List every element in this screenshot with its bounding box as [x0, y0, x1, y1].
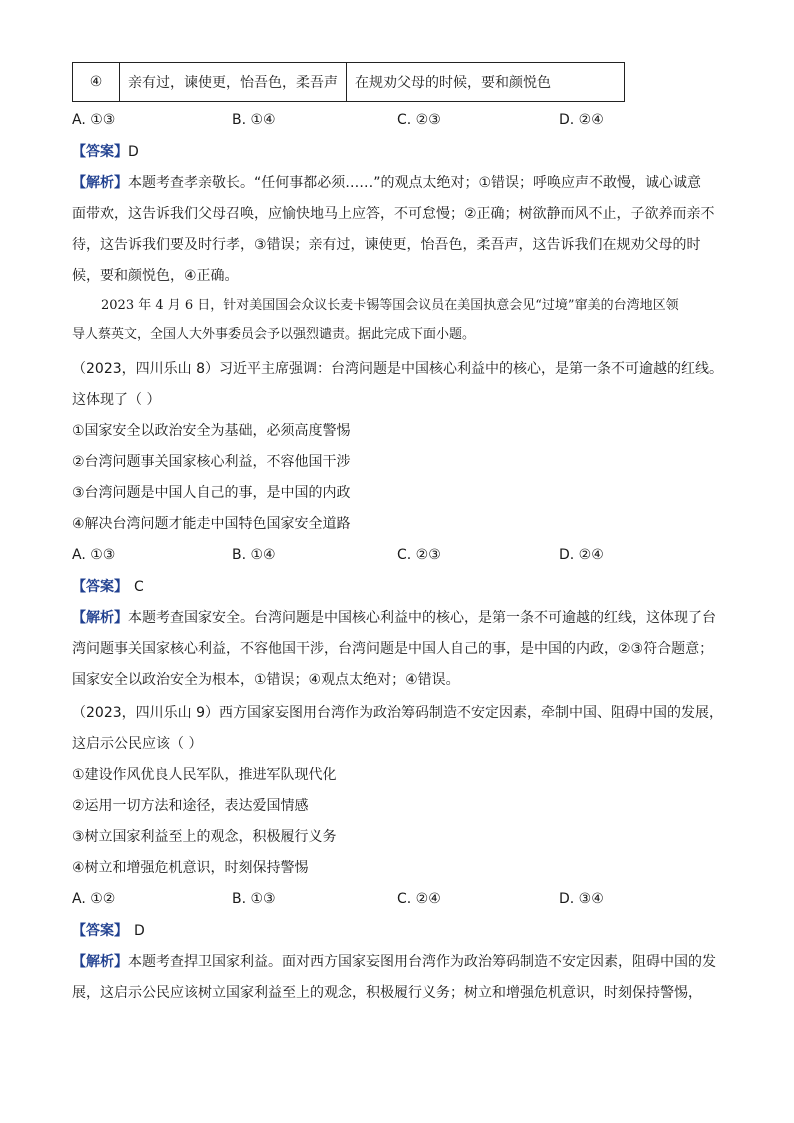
q3-options [72, 889, 632, 909]
analysis-label: 【解析】 [72, 610, 128, 626]
option-a: A. ①③ [72, 112, 116, 128]
q3-stem-line-2: 这启示公民应该（ ） [72, 736, 203, 752]
option-b: B. ①④ [232, 112, 276, 128]
q2-stem-line-2: 这体现了（ ） [72, 392, 161, 408]
answer-value: D [134, 923, 145, 939]
q2-analysis-line-3: 国家安全以政治安全为根本，①错误；④观点太绝对；④错误。 [72, 672, 460, 688]
q2-item-3: ③台湾问题是中国人自己的事，是中国的内政 [72, 485, 351, 501]
option-c: C. ②③ [397, 547, 441, 563]
q1-analysis-line-2: 面带欢，这告诉我们父母召唤，应愉快地马上应答，不可怠慢；②正确；树欲静而风不止，子欲养而亲不 [72, 206, 715, 222]
option-b: B. ①④ [232, 547, 276, 563]
table-cell-quote: 亲有过，谏使更，怡吾色，柔吾声 [120, 63, 347, 102]
q3-item-1: ①建设作风优良人民军队，推进军队现代化 [72, 767, 337, 783]
q3-item-3: ③树立国家利益至上的观念，积极履行义务 [72, 829, 337, 845]
option-c: C. ②③ [397, 112, 441, 128]
option-b: B. ①③ [232, 891, 276, 907]
answer-label: 【答案】 [72, 923, 128, 939]
table-cell-number: ④ [73, 63, 120, 102]
option-a: A. ①③ [72, 547, 116, 563]
q3-analysis-line-2: 展，这启示公民应该树立国家利益至上的观念，积极履行义务；树立和增强危机意识，时刻保持警惕， [72, 985, 702, 1001]
table-row [73, 63, 625, 102]
option-d: D. ②④ [559, 112, 604, 128]
q2-item-1: ①国家安全以政治安全为基础，必须高度警惕 [72, 423, 351, 439]
context-line-2: 导人蔡英文，全国人大外事委员会予以强烈谴责。据此完成下面小题。 [72, 327, 476, 342]
q2-options [72, 545, 632, 565]
answer-label: 【答案】 [72, 579, 128, 595]
q1-options [72, 110, 632, 130]
q1-analysis-line-1: 【解析】本题考查孝亲敬长。“任何事都必须……”的观点太绝对；①错误；呼唤应声不敢慢，诚心诚意 [72, 175, 702, 191]
answer-value: D [128, 144, 139, 160]
option-a: A. ①② [72, 891, 116, 907]
q2-answer [72, 577, 144, 597]
q3-item-2: ②运用一切方法和途径，表达爱国情感 [72, 798, 309, 814]
analysis-label: 【解析】 [72, 954, 128, 970]
answer-label: 【答案】 [72, 144, 128, 160]
q2-analysis-line-1: 【解析】本题考查国家安全。台湾问题是中国核心利益中的核心，是第一条不可逾越的红线，这体现了台 [72, 610, 716, 626]
q2-analysis-line-2: 湾问题事关国家核心利益，不容他国干涉，台湾问题是中国人自己的事，是中国的内政，②③符合题意； [72, 641, 714, 657]
q3-stem-line-1: （2023，四川乐山 9）西方国家妄图用台湾作为政治筹码制造不安定因素，牵制中国、阻碍中国的发展， [72, 705, 723, 721]
table-cell-meaning: 在规劝父母的时候，要和颜悦色 [347, 63, 625, 102]
option-c: C. ②④ [397, 891, 441, 907]
q3-answer [72, 921, 145, 941]
context-line-1: 2023 年 4 月 6 日，针对美国国会众议长麦卡锡等国会议员在美国执意会见“过境”窜美的台湾地区领 [101, 298, 679, 313]
answer-value: C [134, 579, 144, 595]
option-d: D. ②④ [559, 547, 604, 563]
q2-stem-line-1: （2023，四川乐山 8）习近平主席强调：台湾问题是中国核心利益中的核心，是第一条不可逾越的红线。 [72, 361, 723, 377]
option-d: D. ③④ [559, 891, 604, 907]
q2-item-4: ④解决台湾问题才能走中国特色国家安全道路 [72, 516, 351, 532]
q3-analysis-line-1: 【解析】本题考查捍卫国家利益。面对西方国家妄图用台湾作为政治筹码制造不安定因素，阻碍中国的发 [72, 954, 716, 970]
q2-item-2: ②台湾问题事关国家核心利益，不容他国干涉 [72, 454, 351, 470]
q3-item-4: ④树立和增强危机意识，时刻保持警惕 [72, 860, 309, 876]
q1-answer [72, 142, 139, 162]
option-table [72, 62, 625, 102]
q1-analysis-line-3: 待，这告诉我们要及时行孝，③错误；亲有过，谏使更，怡吾色，柔吾声，这告诉我们在规劝父母的时 [72, 237, 701, 253]
analysis-label: 【解析】 [72, 175, 128, 191]
q1-analysis-line-4: 候，要和颜悦色，④正确。 [72, 268, 239, 284]
